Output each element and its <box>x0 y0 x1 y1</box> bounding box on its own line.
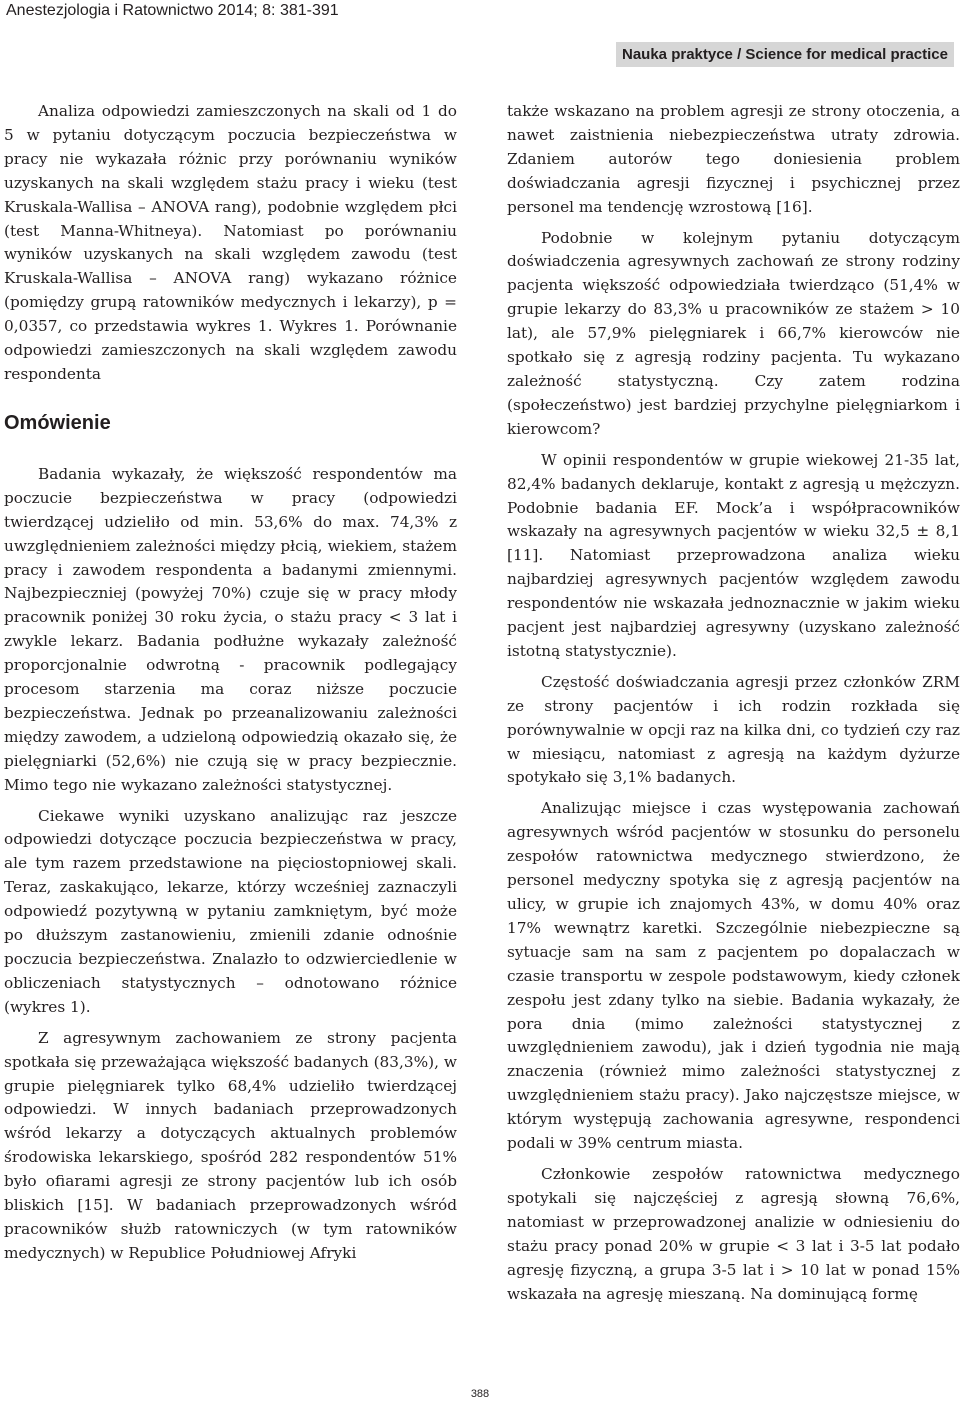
right-paragraph-3: W opinii respondentów w grupie wiekowej 21-35 lat, 82,4% badanych deklaruje, kontakt z agresją u mężczyzn. Podobnie badania EF. Mock’a i współpracowników wskazały na agresywnych pacjentów w wieku 32,5 ± 8,1 [11]. Natomiast przeprowadzona analiza wieku najbardziej agresywnych pacjentów względem zawodu respondentów nie wskazała jednoznacznie w jakim wieku pacjent jest najbardziej agresywny (uzyskano zależność istotną statystycznie). <box>507 450 960 660</box>
right-paragraph-6: Członkowie zespołów ratownictwa medycznego spotykali się najczęściej z agresją słowną 76,6%, natomiast w przeprowadzonej analizie w odniesieniu do stażu pracy ponad 20% w grupie < 3 lat i 3-5 lat podało agresję fizyczną, a grupa 3-5 lat i > 10 lat w ponad 15% wskazała na agresję mieszaną. Na dominującą formę <box>507 1164 960 1303</box>
right-paragraph-5: Analizując miejsce i czas występowania zachowań agresywnych wśród pacjentów w stosunku do personelu zespołów ratownictwa medycznego stwierdzono, że personel medyczny spotyka się z agresją pacjentów na ulicy, w grupie ich znajomych 43%, w domu 40% oraz 17% wewnątrz karetki. Szczególnie niebezpieczne są sytuacje sam na sam z pacjentem po dopalaczach w czasie transportu w zespole podstawowym, kiedy członek zespołu jest zdany tylko na siebie. Badania wykazały, że pora dnia (mimo zależności statystycznej z uwzględnieniem zawodu), jak i dzień tygodnia nie mają znaczenia (również mimo zależności statystycznej z uwzględnieniem stażu pracy). Jako najczęstsze miejsce, w którym występują zachowania agresywne, respondenci podali w 39% centrum miasta. <box>507 799 960 1153</box>
left-paragraph-4: Z agresywnym zachowaniem ze strony pacjenta spotkała się przeważająca większość badanych (83,3%), w grupie pielęgniarek tylko 68,4% udzieliło twierdzącej odpowiedzi. W innych badaniach przeprowadzonych wśród lekarzy a dotyczących aktualnych problemów środowiska lekarskiego, spośród 282 respondentów 51% było ofiarami agresji ze strony pacjentów lub ich osób bliskich [15]. W badaniach przeprowadzonych wśród pracowników służb ratowniczych (w tym ratowników medycznych) w Republice Południowej Afryki <box>4 1028 457 1262</box>
left-paragraph-1: Analiza odpowiedzi zamieszczonych na skali od 1 do 5 w pytaniu dotyczącym poczucia bezpieczeństwa w pracy nie wykazała różnic przy porównaniu wyników uzyskanych na skali względem stażu pracy i wieku (test Kruskala-Wallisa – ANOVA rang), podobnie względem płci (test Manna-Whitneya). Natomiast po porównaniu wyników uzyskanych na skali względem zawodu (test Kruskala-Wallisa – ANOVA rang) wykazano różnice (pomiędzy grupą ratowników medycznych i lekarzy), p = 0,0357, co przedstawia wykres 1. Wykres 1. Porównanie odpowiedzi zamieszczonych na skali względem zawodu respondenta <box>4 102 457 383</box>
section-heading: Omówienie <box>4 411 111 434</box>
right-paragraph-1: także wskazano na problem agresji ze strony otoczenia, a nawet zaistnienia niebezpieczeństwa utraty zdrowia. Zdaniem autorów tego doniesienia problem doświadczania agresji fizycznej i psychicznej przez personel ma tendencję wzrostową [16]. <box>507 102 960 216</box>
journal-citation: Anestezjologia i Ratownictwo 2014; 8: 381-391 <box>6 2 339 19</box>
left-paragraph-3: Ciekawe wyniki uzyskano analizując raz jeszcze odpowiedzi dotyczące poczucia bezpieczeństwa w pracy, ale tym razem przedstawione na pięciostopniowej skali. Teraz, zaskakująco, lekarze, którzy wcześniej zaznaczyli odpowiedź pozytywną w pytaniu zamkniętym, być może po dłuższym zastanowieniu, zmienili zdanie odnośnie poczucia bezpieczeństwa. Znalazło to odzwierciedlenie w obliczeniach statystycznych – odnotowano różnice (wykres 1). <box>4 806 457 1016</box>
left-paragraph-2: Badania wykazały, że większość respondentów ma poczucie bezpieczeństwa w pracy (odpowiedzi twierdzącej udzieliło od min. 53,6% do max. 74,3% z uwzględnieniem zależności między płcią, wiekiem, stażem pracy i zawodem respondenta a badanymi zmiennymi. Najbezpieczniej (powyżej 70%) czuje się w pracy młody pracownik poniżej 30 roku życia, o stażu pracy < 3 lat i zwykle lekarz. Badania podłużne wykazały zależność proporcjonalnie odwrotną - pracownik podlegający procesom starzenia ma coraz niższe poczucie bezpieczeństwa. Jednak po przeanalizowaniu zależności między zawodem, a udzieloną odpowiedzią okazało się, że pielęgniarki (52,6%) nie czują się w pracy bezpiecznie. Mimo tego nie wykazano zależności statystycznej. <box>4 464 457 794</box>
right-column <box>507 100 960 1306</box>
section-label: Nauka praktyce / Science for medical practice <box>616 42 954 67</box>
right-paragraph-4: Częstość doświadczania agresji przez członków ZRM ze strony pacjentów i ich rodzin rozkłada się porównywalnie w opcji raz na kilka dni, co tydzień czy raz w miesiącu, natomiast z agresją na każdym dyżurze spotykało się 3,1% badanych. <box>507 672 960 787</box>
left-column <box>4 100 457 1266</box>
page-number: 388 <box>470 1388 490 1400</box>
right-paragraph-2: Podobnie w kolejnym pytaniu dotyczącym doświadczenia agresywnych zachowań ze strony rodziny pacjenta większość odpowiedziała twierdząco (51,4% w grupie lekarzy do 83,3% u pracowników ze stażem > 10 lat), ale 57,9% pielęgniarek i 66,7% kierowców nie spotkało się z agresją rodziny pacjenta. Tu wykazano zależność statystyczną. Czy zatem rodzina (społeczeństwo) jest bardziej przychylne pielęgniarkom i kierowcom? <box>507 228 960 438</box>
